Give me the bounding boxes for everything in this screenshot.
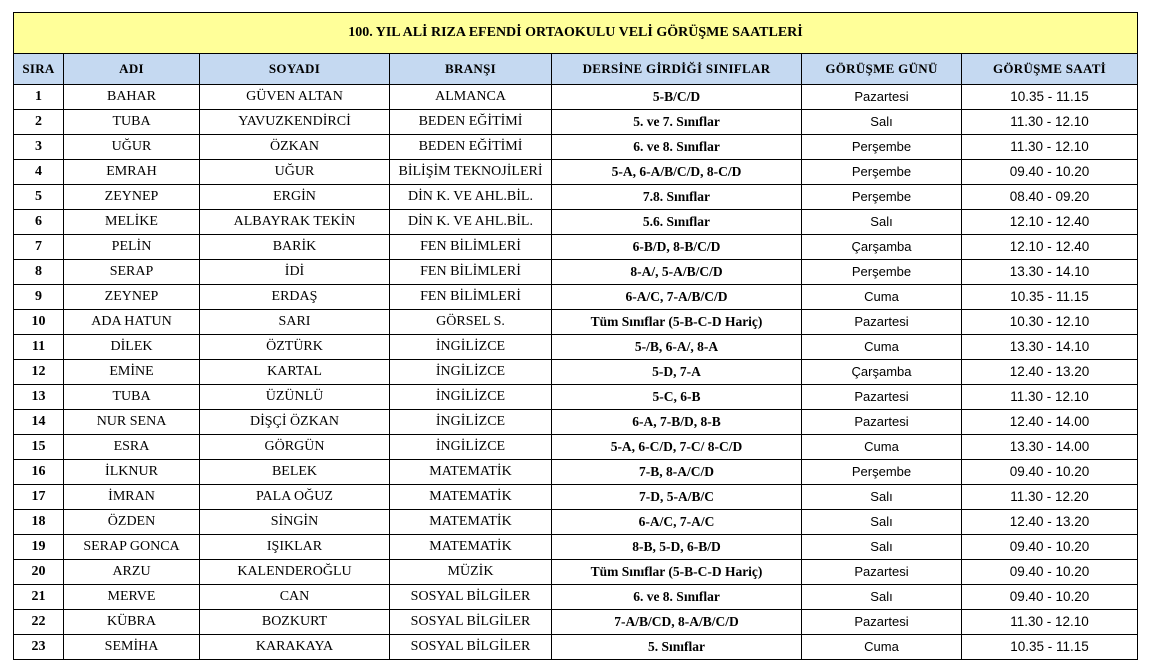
teacher-last-name-cell: ÜZÜNLÜ [200,385,390,410]
teacher-last-name-cell: YAVUZKENDİRCİ [200,110,390,135]
table-row [14,610,1138,635]
teacher-first-name-cell: NUR SENA [64,410,200,435]
row-number-cell: 13 [14,385,64,410]
branch-cell: FEN BİLİMLERİ [390,260,552,285]
header-gorusme-gunu: GÖRÜŞME GÜNÜ [802,54,962,85]
meeting-day-cell: Salı [802,535,962,560]
branch-cell: FEN BİLİMLERİ [390,235,552,260]
classes-taught-cell: 7-A/B/CD, 8-A/B/C/D [552,610,802,635]
row-number-cell: 14 [14,410,64,435]
header-soyadi: SOYADI [200,54,390,85]
branch-cell: İNGİLİZCE [390,435,552,460]
branch-cell: BİLİŞİM TEKNOJİLERİ [390,160,552,185]
classes-taught-cell: 5-A, 6-A/B/C/D, 8-C/D [552,160,802,185]
row-number-cell: 20 [14,560,64,585]
teacher-first-name-cell: ÖZDEN [64,510,200,535]
table-row [14,560,1138,585]
branch-cell: MATEMATİK [390,535,552,560]
table-row [14,360,1138,385]
teacher-last-name-cell: ALBAYRAK TEKİN [200,210,390,235]
teacher-last-name-cell: PALA OĞUZ [200,485,390,510]
branch-cell: FEN BİLİMLERİ [390,285,552,310]
teacher-first-name-cell: PELİN [64,235,200,260]
meeting-day-cell: Pazartesi [802,610,962,635]
classes-taught-cell: 8-B, 5-D, 6-B/D [552,535,802,560]
teacher-first-name-cell: KÜBRA [64,610,200,635]
meeting-hours-table [13,12,1138,660]
row-number-cell: 18 [14,510,64,535]
teacher-first-name-cell: İLKNUR [64,460,200,485]
teacher-first-name-cell: UĞUR [64,135,200,160]
branch-cell: MATEMATİK [390,510,552,535]
branch-cell: İNGİLİZCE [390,385,552,410]
branch-cell: BEDEN EĞİTİMİ [390,110,552,135]
teacher-last-name-cell: SİNGİN [200,510,390,535]
row-number-cell: 15 [14,435,64,460]
meeting-time-cell: 11.30 - 12.10 [962,110,1138,135]
teacher-last-name-cell: BELEK [200,460,390,485]
classes-taught-cell: 5. Sınıflar [552,635,802,660]
teacher-last-name-cell: KALENDEROĞLU [200,560,390,585]
teacher-last-name-cell: KARTAL [200,360,390,385]
row-number-cell: 16 [14,460,64,485]
meeting-day-cell: Çarşamba [802,360,962,385]
meeting-time-cell: 12.10 - 12.40 [962,210,1138,235]
meeting-day-cell: Cuma [802,285,962,310]
meeting-day-cell: Pazartesi [802,310,962,335]
table-row [14,285,1138,310]
classes-taught-cell: Tüm Sınıflar (5-B-C-D Hariç) [552,560,802,585]
table-row [14,335,1138,360]
meeting-time-cell: 13.30 - 14.10 [962,260,1138,285]
branch-cell: SOSYAL BİLGİLER [390,610,552,635]
table-row [14,85,1138,110]
table-row [14,485,1138,510]
table-row [14,435,1138,460]
meeting-day-cell: Pazartesi [802,85,962,110]
meeting-time-cell: 10.35 - 11.15 [962,635,1138,660]
branch-cell: ALMANCA [390,85,552,110]
classes-taught-cell: 5. ve 7. Sınıflar [552,110,802,135]
teacher-first-name-cell: ADA HATUN [64,310,200,335]
meeting-day-cell: Cuma [802,435,962,460]
meeting-time-cell: 08.40 - 09.20 [962,185,1138,210]
header-sira: SIRA [14,54,64,85]
table-row [14,460,1138,485]
branch-cell: SOSYAL BİLGİLER [390,585,552,610]
table-title: 100. YIL ALİ RIZA EFENDİ ORTAOKULU VELİ GÖRÜŞME SAATLERİ [14,13,1138,54]
meeting-day-cell: Perşembe [802,135,962,160]
row-number-cell: 17 [14,485,64,510]
teacher-first-name-cell: ARZU [64,560,200,585]
classes-taught-cell: 5.6. Sınıflar [552,210,802,235]
classes-taught-cell: 6. ve 8. Sınıflar [552,585,802,610]
row-number-cell: 3 [14,135,64,160]
teacher-first-name-cell: BAHAR [64,85,200,110]
meeting-time-cell: 13.30 - 14.00 [962,435,1138,460]
teacher-last-name-cell: ERDAŞ [200,285,390,310]
teacher-last-name-cell: ÖZKAN [200,135,390,160]
branch-cell: BEDEN EĞİTİMİ [390,135,552,160]
table-row [14,210,1138,235]
meeting-time-cell: 11.30 - 12.10 [962,385,1138,410]
table-row [14,235,1138,260]
meeting-day-cell: Perşembe [802,185,962,210]
meeting-day-cell: Cuma [802,335,962,360]
table-row [14,585,1138,610]
classes-taught-cell: 6-A/C, 7-A/C [552,510,802,535]
table-row [14,410,1138,435]
schedule-sheet [13,12,1137,660]
meeting-day-cell: Çarşamba [802,235,962,260]
meeting-time-cell: 12.40 - 13.20 [962,360,1138,385]
row-number-cell: 5 [14,185,64,210]
teacher-first-name-cell: ZEYNEP [64,185,200,210]
row-number-cell: 6 [14,210,64,235]
header-bransi: BRANŞI [390,54,552,85]
meeting-day-cell: Pazartesi [802,560,962,585]
teacher-last-name-cell: ÖZTÜRK [200,335,390,360]
row-number-cell: 23 [14,635,64,660]
meeting-day-cell: Pazartesi [802,385,962,410]
meeting-day-cell: Salı [802,210,962,235]
classes-taught-cell: 5-/B, 6-A/, 8-A [552,335,802,360]
table-row [14,635,1138,660]
header-siniflar: DERSİNE GİRDİĞİ SINIFLAR [552,54,802,85]
branch-cell: MATEMATİK [390,485,552,510]
meeting-time-cell: 12.40 - 13.20 [962,510,1138,535]
meeting-day-cell: Pazartesi [802,410,962,435]
classes-taught-cell: 8-A/, 5-A/B/C/D [552,260,802,285]
row-number-cell: 8 [14,260,64,285]
teacher-first-name-cell: ZEYNEP [64,285,200,310]
meeting-time-cell: 13.30 - 14.10 [962,335,1138,360]
branch-cell: SOSYAL BİLGİLER [390,635,552,660]
table-row [14,385,1138,410]
meeting-time-cell: 09.40 - 10.20 [962,160,1138,185]
classes-taught-cell: 6-A, 7-B/D, 8-B [552,410,802,435]
branch-cell: DİN K. VE AHL.BİL. [390,210,552,235]
classes-taught-cell: 7-D, 5-A/B/C [552,485,802,510]
meeting-day-cell: Perşembe [802,460,962,485]
meeting-time-cell: 11.30 - 12.10 [962,135,1138,160]
branch-cell: İNGİLİZCE [390,360,552,385]
teacher-first-name-cell: EMRAH [64,160,200,185]
title-row [14,13,1138,54]
classes-taught-cell: 6-A/C, 7-A/B/C/D [552,285,802,310]
teacher-last-name-cell: SARI [200,310,390,335]
teacher-last-name-cell: DİŞÇİ ÖZKAN [200,410,390,435]
row-number-cell: 10 [14,310,64,335]
branch-cell: MÜZİK [390,560,552,585]
teacher-first-name-cell: MELİKE [64,210,200,235]
classes-taught-cell: 5-C, 6-B [552,385,802,410]
header-gorusme-saati: GÖRÜŞME SAATİ [962,54,1138,85]
teacher-last-name-cell: BOZKURT [200,610,390,635]
table-row [14,510,1138,535]
row-number-cell: 4 [14,160,64,185]
row-number-cell: 21 [14,585,64,610]
classes-taught-cell: 5-A, 6-C/D, 7-C/ 8-C/D [552,435,802,460]
teacher-last-name-cell: KARAKAYA [200,635,390,660]
classes-taught-cell: 5-D, 7-A [552,360,802,385]
meeting-day-cell: Salı [802,485,962,510]
meeting-time-cell: 10.30 - 12.10 [962,310,1138,335]
meeting-day-cell: Salı [802,110,962,135]
meeting-day-cell: Perşembe [802,160,962,185]
teacher-last-name-cell: UĞUR [200,160,390,185]
teacher-last-name-cell: GÜVEN ALTAN [200,85,390,110]
meeting-time-cell: 09.40 - 10.20 [962,585,1138,610]
teacher-first-name-cell: İMRAN [64,485,200,510]
teacher-first-name-cell: SERAP GONCA [64,535,200,560]
table-row [14,160,1138,185]
meeting-time-cell: 11.30 - 12.20 [962,485,1138,510]
classes-taught-cell: 7.8. Sınıflar [552,185,802,210]
meeting-time-cell: 11.30 - 12.10 [962,610,1138,635]
teacher-first-name-cell: TUBA [64,385,200,410]
classes-taught-cell: 5-B/C/D [552,85,802,110]
teacher-first-name-cell: SERAP [64,260,200,285]
meeting-time-cell: 12.10 - 12.40 [962,235,1138,260]
teacher-first-name-cell: EMİNE [64,360,200,385]
table-row [14,185,1138,210]
branch-cell: GÖRSEL S. [390,310,552,335]
teacher-last-name-cell: İDİ [200,260,390,285]
meeting-time-cell: 10.35 - 11.15 [962,85,1138,110]
header-row [14,54,1138,85]
row-number-cell: 1 [14,85,64,110]
teacher-first-name-cell: TUBA [64,110,200,135]
branch-cell: İNGİLİZCE [390,410,552,435]
meeting-day-cell: Salı [802,510,962,535]
teacher-last-name-cell: GÖRGÜN [200,435,390,460]
meeting-day-cell: Cuma [802,635,962,660]
meeting-time-cell: 09.40 - 10.20 [962,460,1138,485]
row-number-cell: 2 [14,110,64,135]
table-row [14,260,1138,285]
branch-cell: MATEMATİK [390,460,552,485]
classes-taught-cell: 6-B/D, 8-B/C/D [552,235,802,260]
table-row [14,135,1138,160]
classes-taught-cell: 7-B, 8-A/C/D [552,460,802,485]
row-number-cell: 22 [14,610,64,635]
meeting-time-cell: 10.35 - 11.15 [962,285,1138,310]
classes-taught-cell: Tüm Sınıflar (5-B-C-D Hariç) [552,310,802,335]
row-number-cell: 9 [14,285,64,310]
table-row [14,310,1138,335]
meeting-time-cell: 12.40 - 14.00 [962,410,1138,435]
teacher-first-name-cell: DİLEK [64,335,200,360]
table-row [14,535,1138,560]
teacher-first-name-cell: SEMİHA [64,635,200,660]
row-number-cell: 12 [14,360,64,385]
classes-taught-cell: 6. ve 8. Sınıflar [552,135,802,160]
teacher-last-name-cell: BARİK [200,235,390,260]
row-number-cell: 19 [14,535,64,560]
teacher-first-name-cell: MERVE [64,585,200,610]
teacher-last-name-cell: CAN [200,585,390,610]
header-adi: ADI [64,54,200,85]
row-number-cell: 11 [14,335,64,360]
meeting-day-cell: Perşembe [802,260,962,285]
meeting-time-cell: 09.40 - 10.20 [962,535,1138,560]
meeting-day-cell: Salı [802,585,962,610]
teacher-first-name-cell: ESRA [64,435,200,460]
meeting-time-cell: 09.40 - 10.20 [962,560,1138,585]
row-number-cell: 7 [14,235,64,260]
branch-cell: İNGİLİZCE [390,335,552,360]
table-row [14,110,1138,135]
teacher-last-name-cell: IŞIKLAR [200,535,390,560]
branch-cell: DİN K. VE AHL.BİL. [390,185,552,210]
teacher-last-name-cell: ERGİN [200,185,390,210]
